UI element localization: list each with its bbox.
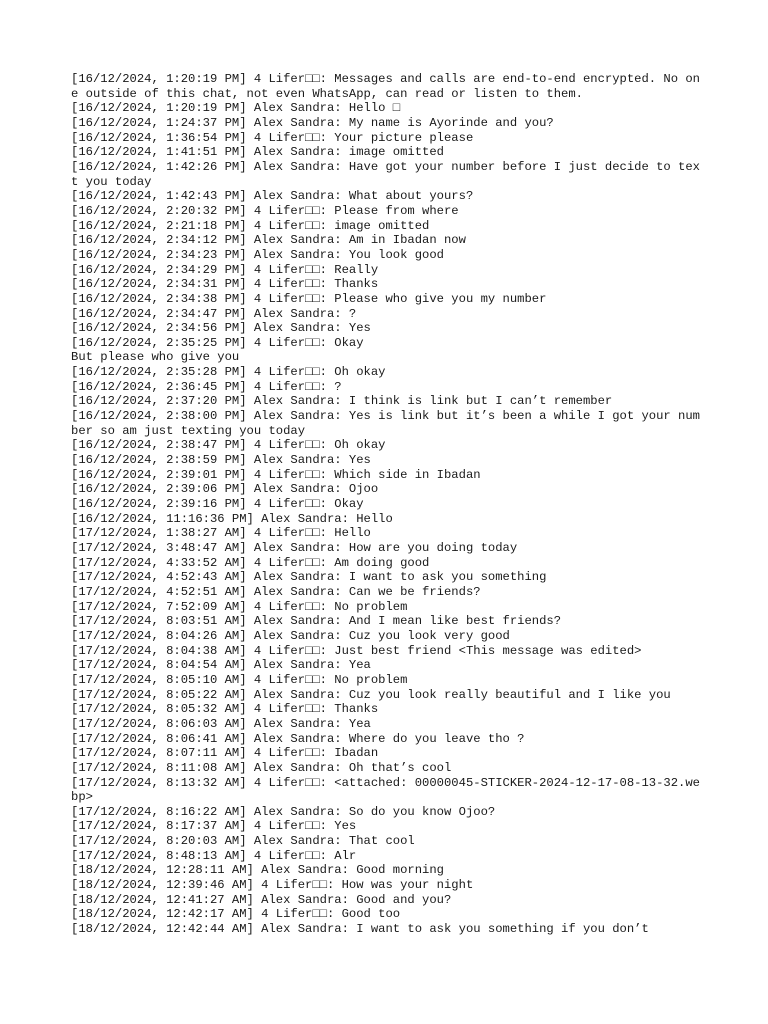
transcript-line: But please who give you: [71, 350, 240, 365]
transcript-line: [16/12/2024, 2:34:38 PM] 4 Lifer□□: Please who give you my number: [71, 291, 547, 306]
transcript-line: [17/12/2024, 8:07:11 AM] 4 Lifer□□: Ibadan: [71, 746, 379, 761]
transcript-line: [17/12/2024, 4:33:52 AM] 4 Lifer□□: Am doing good: [71, 555, 430, 570]
transcript-line: [16/12/2024, 2:39:06 PM] Alex Sandra: Ojoo: [71, 482, 379, 497]
transcript-line: [16/12/2024, 2:39:16 PM] 4 Lifer□□: Okay: [71, 497, 364, 512]
transcript-line: [17/12/2024, 8:04:54 AM] Alex Sandra: Yea: [71, 658, 371, 673]
transcript-line: [18/12/2024, 12:42:44 AM] Alex Sandra: I want to ask you something if you don’t: [71, 922, 649, 937]
transcript-line: [16/12/2024, 2:39:01 PM] 4 Lifer□□: Which side in Ibadan: [71, 467, 481, 482]
transcript-line: [16/12/2024, 2:38:47 PM] 4 Lifer□□: Oh okay: [71, 438, 386, 453]
transcript-line: [17/12/2024, 7:52:09 AM] 4 Lifer□□: No problem: [71, 599, 408, 614]
transcript-line: [16/12/2024, 2:20:32 PM] 4 Lifer□□: Please from where: [71, 203, 459, 218]
transcript-line: [16/12/2024, 1:20:19 PM] Alex Sandra: Hello □: [71, 101, 401, 116]
transcript-line: [17/12/2024, 8:06:41 AM] Alex Sandra: Where do you leave tho ?: [71, 731, 525, 746]
transcript-line: [17/12/2024, 8:20:03 AM] Alex Sandra: That cool: [71, 834, 415, 849]
transcript-line: [17/12/2024, 1:38:27 AM] 4 Lifer□□: Hello: [71, 526, 371, 541]
transcript-line: [18/12/2024, 12:28:11 AM] Alex Sandra: Good morning: [71, 863, 444, 878]
transcript-line: [16/12/2024, 2:34:29 PM] 4 Lifer□□: Really: [71, 262, 379, 277]
transcript-line: [16/12/2024, 2:35:28 PM] 4 Lifer□□: Oh okay: [71, 365, 386, 380]
transcript-line: [16/12/2024, 1:36:54 PM] 4 Lifer□□: Your picture please: [71, 130, 474, 145]
transcript-line: [16/12/2024, 2:37:20 PM] Alex Sandra: I think is link but I can’t remember: [71, 394, 613, 409]
transcript-line: [16/12/2024, 2:34:23 PM] Alex Sandra: You look good: [71, 247, 444, 262]
transcript-line: [17/12/2024, 8:05:22 AM] Alex Sandra: Cuz you look really beautiful and I like you: [71, 687, 671, 702]
transcript-line: [17/12/2024, 8:11:08 AM] Alex Sandra: Oh that’s cool: [71, 760, 452, 775]
transcript-line: [16/12/2024, 2:34:47 PM] Alex Sandra: ?: [71, 306, 357, 321]
transcript-line: [16/12/2024, 1:42:26 PM] Alex Sandra: Have got your number before I just decide to text you today: [71, 159, 700, 189]
transcript-line: [16/12/2024, 1:20:19 PM] 4 Lifer□□: Messages and calls are end-to-end encrypted. No one outside of this chat, not even WhatsApp, can read or listen to them.: [71, 72, 700, 101]
transcript-line: [17/12/2024, 8:13:32 AM] 4 Lifer□□: <attached: 00000045-STICKER-2024-12-17-08-13-32.webp>: [71, 775, 700, 805]
transcript-line: [16/12/2024, 1:42:43 PM] Alex Sandra: What about yours?: [71, 189, 474, 204]
chat-transcript: [71, 72, 701, 937]
transcript-line: [17/12/2024, 8:48:13 AM] 4 Lifer□□: Alr: [71, 848, 357, 863]
transcript-line: [17/12/2024, 8:06:03 AM] Alex Sandra: Yea: [71, 716, 371, 731]
transcript-line: [16/12/2024, 11:16:36 PM] Alex Sandra: Hello: [71, 511, 393, 526]
transcript-line: [17/12/2024, 4:52:43 AM] Alex Sandra: I want to ask you something: [71, 570, 547, 585]
transcript-line: [16/12/2024, 2:34:31 PM] 4 Lifer□□: Thanks: [71, 277, 379, 292]
transcript-line: [16/12/2024, 1:24:37 PM] Alex Sandra: My name is Ayorinde and you?: [71, 115, 554, 130]
transcript-line: [17/12/2024, 8:03:51 AM] Alex Sandra: And I mean like best friends?: [71, 614, 562, 629]
transcript-line: [18/12/2024, 12:41:27 AM] Alex Sandra: Good and you?: [71, 892, 452, 907]
transcript-line: [17/12/2024, 8:05:32 AM] 4 Lifer□□: Thanks: [71, 702, 379, 717]
transcript-line: [17/12/2024, 8:04:38 AM] 4 Lifer□□: Just best friend <This message was edited>: [71, 643, 642, 658]
transcript-line: [16/12/2024, 2:34:56 PM] Alex Sandra: Yes: [71, 321, 371, 336]
transcript-line: [17/12/2024, 8:05:10 AM] 4 Lifer□□: No problem: [71, 672, 408, 687]
transcript-line: [17/12/2024, 8:16:22 AM] Alex Sandra: So do you know Ojoo?: [71, 804, 496, 819]
transcript-line: [17/12/2024, 4:52:51 AM] Alex Sandra: Can we be friends?: [71, 584, 481, 599]
transcript-line: [17/12/2024, 8:04:26 AM] Alex Sandra: Cuz you look very good: [71, 628, 510, 643]
transcript-line: [18/12/2024, 12:42:17 AM] 4 Lifer□□: Good too: [71, 907, 401, 922]
transcript-line: [18/12/2024, 12:39:46 AM] 4 Lifer□□: How was your night: [71, 878, 474, 893]
transcript-line: [16/12/2024, 2:36:45 PM] 4 Lifer□□: ?: [71, 379, 342, 394]
transcript-line: [16/12/2024, 2:34:12 PM] Alex Sandra: Am in Ibadan now: [71, 233, 466, 248]
transcript-line: [16/12/2024, 1:41:51 PM] Alex Sandra: image omitted: [71, 145, 444, 160]
transcript-line: [17/12/2024, 8:17:37 AM] 4 Lifer□□: Yes: [71, 819, 357, 834]
transcript-line: [16/12/2024, 2:21:18 PM] 4 Lifer□□: image omitted: [71, 218, 430, 233]
transcript-line: [16/12/2024, 2:35:25 PM] 4 Lifer□□: Okay: [71, 335, 364, 350]
transcript-line: [16/12/2024, 2:38:00 PM] Alex Sandra: Yes is link but it’s been a while I got your number so am just texting you today: [71, 409, 700, 438]
transcript-line: [16/12/2024, 2:38:59 PM] Alex Sandra: Yes: [71, 453, 371, 468]
transcript-line: [17/12/2024, 3:48:47 AM] Alex Sandra: How are you doing today: [71, 541, 518, 555]
